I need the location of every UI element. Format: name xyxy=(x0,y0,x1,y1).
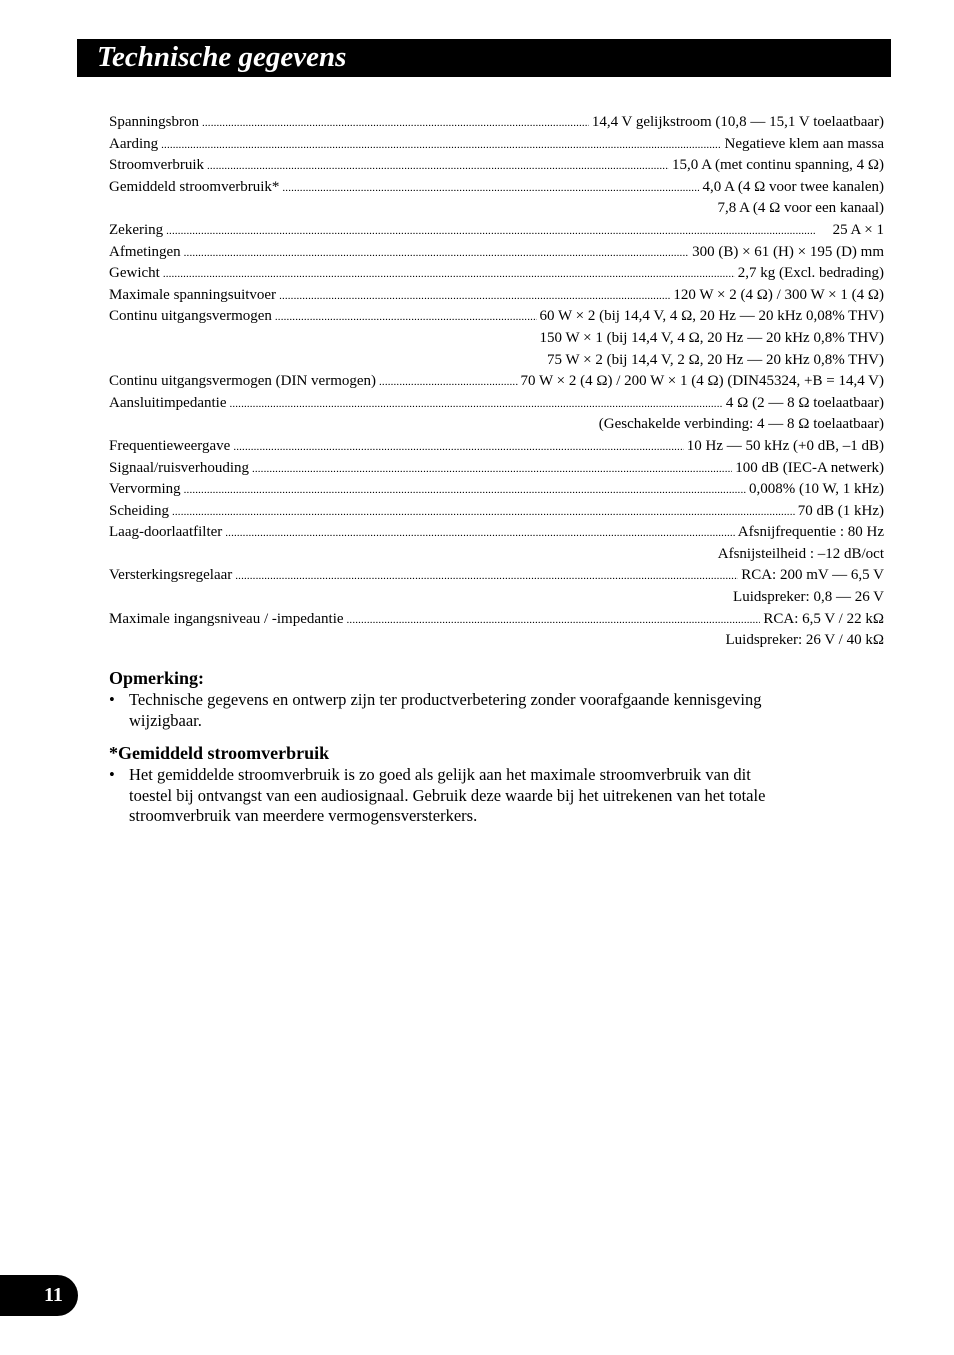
dot-leader xyxy=(279,285,670,308)
page-number: 11 xyxy=(44,1284,63,1306)
dot-leader xyxy=(225,522,735,545)
spec-label: Zekering xyxy=(109,221,164,238)
footnote-bullet xyxy=(109,765,769,827)
spec-label: Aansluitimpedantie xyxy=(109,394,227,411)
spec-row xyxy=(109,393,884,415)
spec-row xyxy=(109,479,884,501)
spec-label: Maximale ingangsniveau / -impedantie xyxy=(109,610,344,627)
spec-row xyxy=(109,177,884,199)
dot-leader xyxy=(233,436,683,459)
spec-row xyxy=(109,285,884,307)
spec-value: RCA: 6,5 V / 22 kΩ xyxy=(763,610,884,627)
remark-section xyxy=(109,667,769,731)
spec-label: Vervorming xyxy=(109,481,181,498)
spec-value: 0,008% (10 W, 1 kHz) xyxy=(749,481,884,498)
spec-value-continuation: 75 W × 2 (bij 14,4 V, 2 Ω, 20 Hz — 20 kHz 0,8% THV) xyxy=(547,351,884,368)
spec-row xyxy=(109,371,884,393)
spec-value-continuation: Luidspreker: 26 V / 40 kΩ xyxy=(725,632,884,649)
dot-leader xyxy=(379,371,517,394)
spec-value-continuation: Luidspreker: 0,8 — 26 V xyxy=(733,589,884,606)
spec-label: Stroomverbruik xyxy=(109,157,204,174)
dot-leader xyxy=(184,479,746,502)
spec-label: Gemiddeld stroomverbruik* xyxy=(109,178,280,195)
bullet-icon: • xyxy=(109,690,115,709)
spec-label: Signaal/ruisverhouding xyxy=(109,459,249,476)
spec-label: Laag-doorlaatfilter xyxy=(109,524,223,541)
page-number-tab xyxy=(0,1275,78,1316)
spec-value: RCA: 200 mV — 6,5 V xyxy=(741,567,884,584)
spec-label: Continu uitgangsvermogen (DIN vermogen) xyxy=(109,373,377,390)
spec-row xyxy=(109,501,884,523)
dot-leader xyxy=(252,458,732,481)
spec-value: 4,0 A (4 Ω voor twee kanalen) xyxy=(702,178,884,195)
spec-value: 4 Ω (2 — 8 Ω toelaatbaar) xyxy=(725,394,884,411)
spec-row xyxy=(109,134,884,156)
spec-row xyxy=(109,522,884,544)
spec-value: 120 W × 2 (4 Ω) / 300 W × 1 (4 Ω) xyxy=(673,286,884,303)
spec-row xyxy=(109,112,884,134)
dot-leader xyxy=(172,501,795,524)
spec-value-continuation: 150 W × 1 (bij 14,4 V, 4 Ω, 20 Hz — 20 kHz 0,8% THV) xyxy=(539,329,884,346)
spec-label: Aarding xyxy=(109,135,159,152)
footnote-section xyxy=(109,742,769,827)
spec-row xyxy=(109,220,884,242)
dot-leader xyxy=(347,609,761,632)
footnote-heading: *Gemiddeld stroomverbruik xyxy=(109,743,330,763)
dot-leader xyxy=(207,155,669,178)
page-title-bar xyxy=(77,39,891,77)
remark-bullet xyxy=(109,690,769,731)
dot-leader xyxy=(166,220,829,243)
dot-leader xyxy=(184,242,689,265)
spec-row xyxy=(109,609,884,631)
spec-value: 2,7 kg (Excl. bedrading) xyxy=(737,265,884,282)
bullet-icon: • xyxy=(109,765,115,784)
spec-value-continuation: (Geschakelde verbinding: 4 — 8 Ω toelaatbaar) xyxy=(598,416,884,433)
dot-leader xyxy=(202,112,589,135)
spec-value: 300 (B) × 61 (H) × 195 (D) mm xyxy=(692,243,884,260)
spec-row xyxy=(109,155,884,177)
remark-text: Technische gegevens en ontwerp zijn ter productverbetering zonder voorafgaande kennisgeving wijzigbaar. xyxy=(129,690,762,730)
page-title: Technische gegevens xyxy=(97,41,347,73)
spec-label: Frequentieweergave xyxy=(109,437,231,454)
spec-row xyxy=(109,263,884,285)
spec-row xyxy=(109,242,884,264)
spec-label: Scheiding xyxy=(109,502,169,519)
spec-value: 100 dB (IEC-A netwerk) xyxy=(735,459,884,476)
spec-value: 10 Hz — 50 kHz (+0 dB, –1 dB) xyxy=(686,437,884,454)
spec-value: 70 W × 2 (4 Ω) / 200 W × 1 (4 Ω) (DIN45324, +B = 14,4 V) xyxy=(520,373,884,390)
spec-value-continuation: Afsnijsteilheid : –12 dB/oct xyxy=(717,545,884,562)
spec-value: 70 dB (1 kHz) xyxy=(797,502,884,519)
dot-leader xyxy=(229,393,722,416)
spec-value: 14,4 V gelijkstroom (10,8 — 15,1 V toelaatbaar) xyxy=(591,114,884,130)
dot-leader xyxy=(275,306,537,329)
dot-leader xyxy=(282,177,699,200)
footnote-text: Het gemiddelde stroomverbruik is zo goed als gelijk aan het maximale stroomverbruik van dit toestel bij ontvangst van een audiosignaal. Gebruik deze waarde bij het uitrekenen van het totale stroomverbruik van meerdere vermogensversterkers. xyxy=(129,765,766,825)
spec-row xyxy=(109,458,884,480)
spec-label: Maximale spanningsuitvoer xyxy=(109,286,277,303)
spec-value-continuation: 7,8 A (4 Ω voor een kanaal) xyxy=(717,200,884,217)
spec-value: 60 W × 2 (bij 14,4 V, 4 Ω, 20 Hz — 20 kHz 0,08% THV) xyxy=(539,308,884,325)
dot-leader xyxy=(161,134,721,157)
remark-heading: Opmerking: xyxy=(109,668,205,688)
spec-label: Spanningsbron xyxy=(109,114,199,130)
spec-label: Continu uitgangsvermogen xyxy=(109,308,272,325)
spec-row xyxy=(109,306,884,328)
spec-row xyxy=(109,565,884,587)
specifications-list xyxy=(109,112,884,652)
spec-value: 15,0 A (met continu spanning, 4 Ω) xyxy=(672,157,884,174)
spec-label: Afmetingen xyxy=(109,243,181,260)
spec-row xyxy=(109,436,884,458)
dot-leader xyxy=(235,565,738,588)
spec-label: Versterkingsregelaar xyxy=(109,567,233,584)
dot-leader xyxy=(163,263,735,286)
spec-label: Gewicht xyxy=(109,265,160,282)
spec-value: 25 A × 1 xyxy=(832,221,884,238)
spec-value: Afsnijfrequentie : 80 Hz xyxy=(737,524,884,541)
spec-value: Negatieve klem aan massa xyxy=(724,135,884,152)
